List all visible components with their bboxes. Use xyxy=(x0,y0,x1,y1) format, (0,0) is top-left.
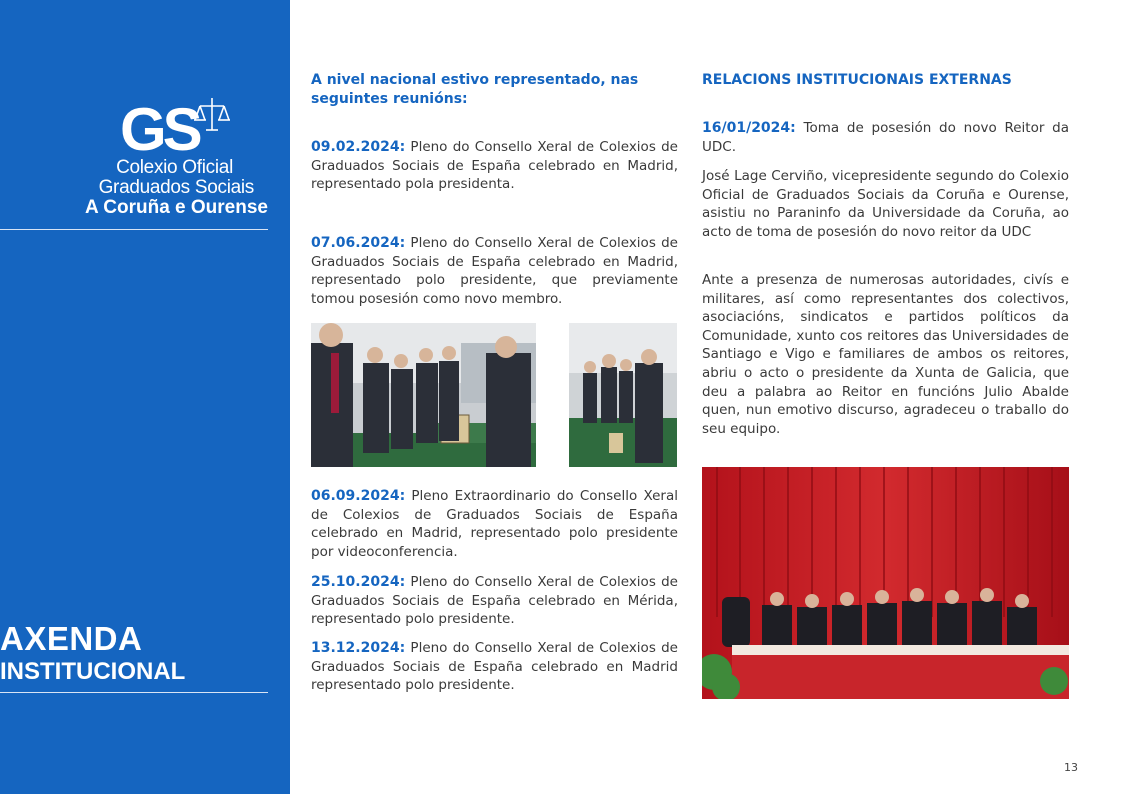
meeting-entry xyxy=(311,234,678,308)
meeting-date: 07.06.2024: xyxy=(311,235,406,251)
meeting-text: Pleno do Consello Xeral de Colexios de Graduados Sociais de España celebrado en Madrid, representado pola presidenta. xyxy=(311,139,678,193)
meeting-text: Pleno do Consello Xeral de Colexios de Graduados Sociais de España celebrado en Madrid representado polo presidente. xyxy=(311,640,678,694)
logo-line-2: Graduados Sociais xyxy=(98,177,254,198)
meeting-date: 25.10.2024: xyxy=(311,574,406,590)
inauguration-photo-image xyxy=(702,467,1069,699)
meeting-photo-2 xyxy=(569,323,677,467)
sidebar: GS Colexio Oficial Graduados Sociais A Coruña e Ourense AXENDA INSTITUCIONAL xyxy=(0,0,290,794)
logo-line-1: Colexio Oficial xyxy=(116,157,233,178)
meeting-text: Pleno do Consello Xeral de Colexios de Graduados Sociais de España celebrado en Madrid, representado polo presidente, que previamente tomou posesión como novo membro. xyxy=(311,235,678,307)
external-relations-entry xyxy=(702,119,1069,156)
sidebar-divider-top xyxy=(0,229,268,230)
sidebar-divider-bottom xyxy=(0,692,268,693)
event-paragraph-1: José Lage Cerviño, vicepresidente segundo do Colexio Oficial de Graduados Sociais da Coruña e Ourense, asistiu no Paraninfo da Universidade da Coruña, ao acto de toma de posesión do novo reitor da UDC xyxy=(702,168,1069,240)
event-text: Toma de posesión do novo Reitor da UDC. xyxy=(702,120,1069,155)
meeting-entry xyxy=(311,487,678,561)
right-column-heading: RELACIONS INSTITUCIONAIS EXTERNAS xyxy=(702,72,1012,88)
meeting-photo-1 xyxy=(311,323,536,467)
meeting-date: 09.02.2024: xyxy=(311,139,406,155)
event-date: 16/01/2024: xyxy=(702,120,796,136)
logo-mark-text: GS xyxy=(120,96,199,156)
left-column-heading: A nivel nacional estivo representado, nas seguintes reunións: xyxy=(311,72,639,107)
page-number: 13 xyxy=(1064,761,1078,774)
meeting-date: 13.12.2024: xyxy=(311,640,406,656)
event-paragraph-2: Ante a presenza de numerosas autoridades, civís e militares, así como representantes dos colectivos, asociacións, sindicatos e partidos políticos da Comunidade, xunto cos reitores das Universidades de Santiago e Vigo e familiares de ambos os reitores, abriu o acto o presidente da Xunta de Galicia, que deu a palabra ao Reitor en funcións Julio Abalde quen, nun emotivo discurso, agradeceu o traballo do seu equipo. xyxy=(702,272,1069,437)
logo-line-3: A Coruña e Ourense xyxy=(84,197,268,218)
meeting-entry xyxy=(311,138,678,194)
meeting-date: 06.09.2024: xyxy=(311,488,406,504)
inauguration-photo xyxy=(702,467,1069,699)
gs-scales-logo-icon xyxy=(120,96,230,156)
meeting-text: Pleno do Consello Xeral de Colexios de Graduados Sociais de España celebrado en Mérida, representado polo presidente. xyxy=(311,574,678,628)
meeting-text: Pleno Extraordinario do Consello Xeral de Colexios de Graduados Sociais de España celebrado en Madrid, representado polo presidente por videoconferencia. xyxy=(311,488,678,560)
meeting-entry xyxy=(311,639,678,695)
meeting-photo-1-image xyxy=(311,323,536,467)
meeting-photo-2-image xyxy=(569,323,677,467)
meeting-entry xyxy=(311,573,678,629)
